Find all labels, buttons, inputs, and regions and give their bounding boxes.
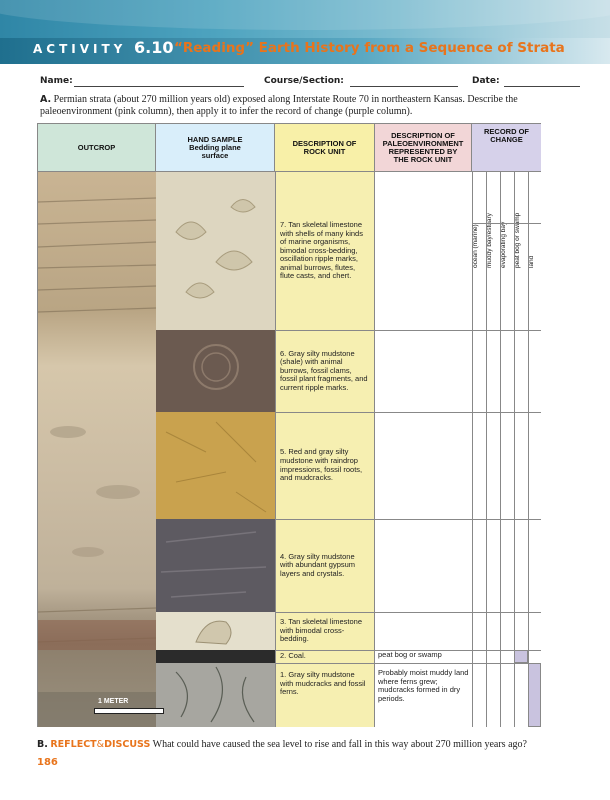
paleo-unit-3[interactable] (375, 612, 472, 650)
paleo-unit-4[interactable] (375, 519, 472, 612)
desc-unit-6: 6. Gray silty mudstone (shale) with animal burrows, fossil clams, fossil plant fragments, and current ripple marks. (275, 330, 375, 412)
record-divider (514, 172, 515, 727)
record-divider (486, 172, 487, 727)
paleo-unit-7[interactable] (375, 172, 472, 330)
part-b-text: What could have caused the sea level to rise and fall in this way about 270 million years ago? (152, 739, 527, 750)
strata-table (37, 123, 541, 727)
scale-label: 1 METER (98, 698, 129, 705)
paleo-unit-1[interactable]: Probably moist muddy land where ferns grew; mudcracks formed in dry periods. (375, 663, 472, 727)
paleo-unit-6[interactable] (375, 330, 472, 412)
part-b-question (37, 739, 527, 750)
date-label: Date: (472, 76, 500, 86)
course-label: Course/Section: (264, 76, 344, 86)
desc-unit-7: 7. Tan skeletal limestone with shells of many kinds of marine organisms, bimodal cross-bedding, oscillation ripple marks, animal burrows, flutes, flute casts, and chert. (275, 172, 375, 330)
record-col-ocean: ocean (marine) (472, 224, 479, 268)
desc-unit-2: 2. Coal. (275, 650, 375, 663)
record-divider (528, 172, 529, 727)
paleo-unit-5[interactable] (375, 412, 472, 519)
name-label: Name: (40, 76, 73, 86)
desc-unit-4: 4. Gray silty mudstone with abundant gypsum layers and crystals. (275, 519, 375, 612)
desc-unit-5: 5. Red and gray silty mudstone with raindrop impressions, fossil roots, and mudcracks. (275, 412, 375, 519)
row-divider (275, 663, 541, 664)
record-mark-peat-bog (514, 650, 528, 663)
record-col-land: land (528, 255, 535, 268)
hand-sample-photos (156, 172, 275, 727)
row-divider (275, 412, 541, 413)
record-mark-land (528, 663, 541, 727)
date-field[interactable] (504, 86, 580, 87)
record-col-muddy-bay: muddy bay/estuary (486, 213, 493, 268)
record-divider (500, 172, 501, 727)
course-field[interactable] (350, 86, 458, 87)
activity-number: 6.10 (134, 38, 174, 57)
reflect-label: REFLECT (50, 739, 97, 750)
part-a-instructions (40, 94, 580, 118)
header-record-of-change: RECORD OF CHANGE (472, 124, 541, 172)
part-a-text: Permian strata (about 270 million years old) exposed along Interstate Route 70 in northeastern Kansas. Describe the paleoenvironment (pink column), then apply it to infer the record of change (purple column). (40, 94, 518, 117)
header-hand-sample: HAND SAMPLE Bedding plane surface (156, 124, 275, 172)
record-col-evaporating-bay: evaporating bay (500, 221, 507, 268)
activity-banner (0, 0, 610, 64)
paleo-unit-2[interactable]: peat bog or swamp (375, 650, 472, 663)
activity-title: “Reading” Earth History from a Sequence of Strata (174, 40, 565, 56)
outcrop-photo (38, 172, 156, 727)
desc-unit-3: 3. Tan skeletal limestone with bimodal cross-bedding. (275, 612, 375, 650)
activity-label: ACTIVITY (33, 42, 127, 56)
header-paleoenvironment: DESCRIPTION OF PALEOENVIRONMENT REPRESENTED BY THE ROCK UNIT (375, 124, 472, 172)
part-a-label: A. (40, 94, 52, 105)
name-course-date-row (40, 76, 580, 92)
row-divider (275, 612, 541, 613)
page-number: 186 (37, 757, 58, 768)
record-header-divider (472, 223, 541, 224)
banner-wave-decoration (0, 0, 610, 30)
header-outcrop: OUTCROP (38, 124, 156, 172)
row-divider (275, 519, 541, 520)
row-divider (275, 330, 541, 331)
ampersand: & (96, 739, 105, 750)
scale-bar (94, 708, 164, 714)
part-b-label: B. (37, 739, 48, 750)
header-description: DESCRIPTION OF ROCK UNIT (275, 124, 375, 172)
discuss-label: DISCUSS (104, 739, 151, 750)
name-field[interactable] (74, 86, 244, 87)
record-col-peat-bog: peat bog or swamp (514, 212, 521, 268)
row-divider (275, 650, 541, 651)
desc-unit-1: 1. Gray silty mudstone with mudcracks and fossil ferns. (275, 663, 375, 727)
